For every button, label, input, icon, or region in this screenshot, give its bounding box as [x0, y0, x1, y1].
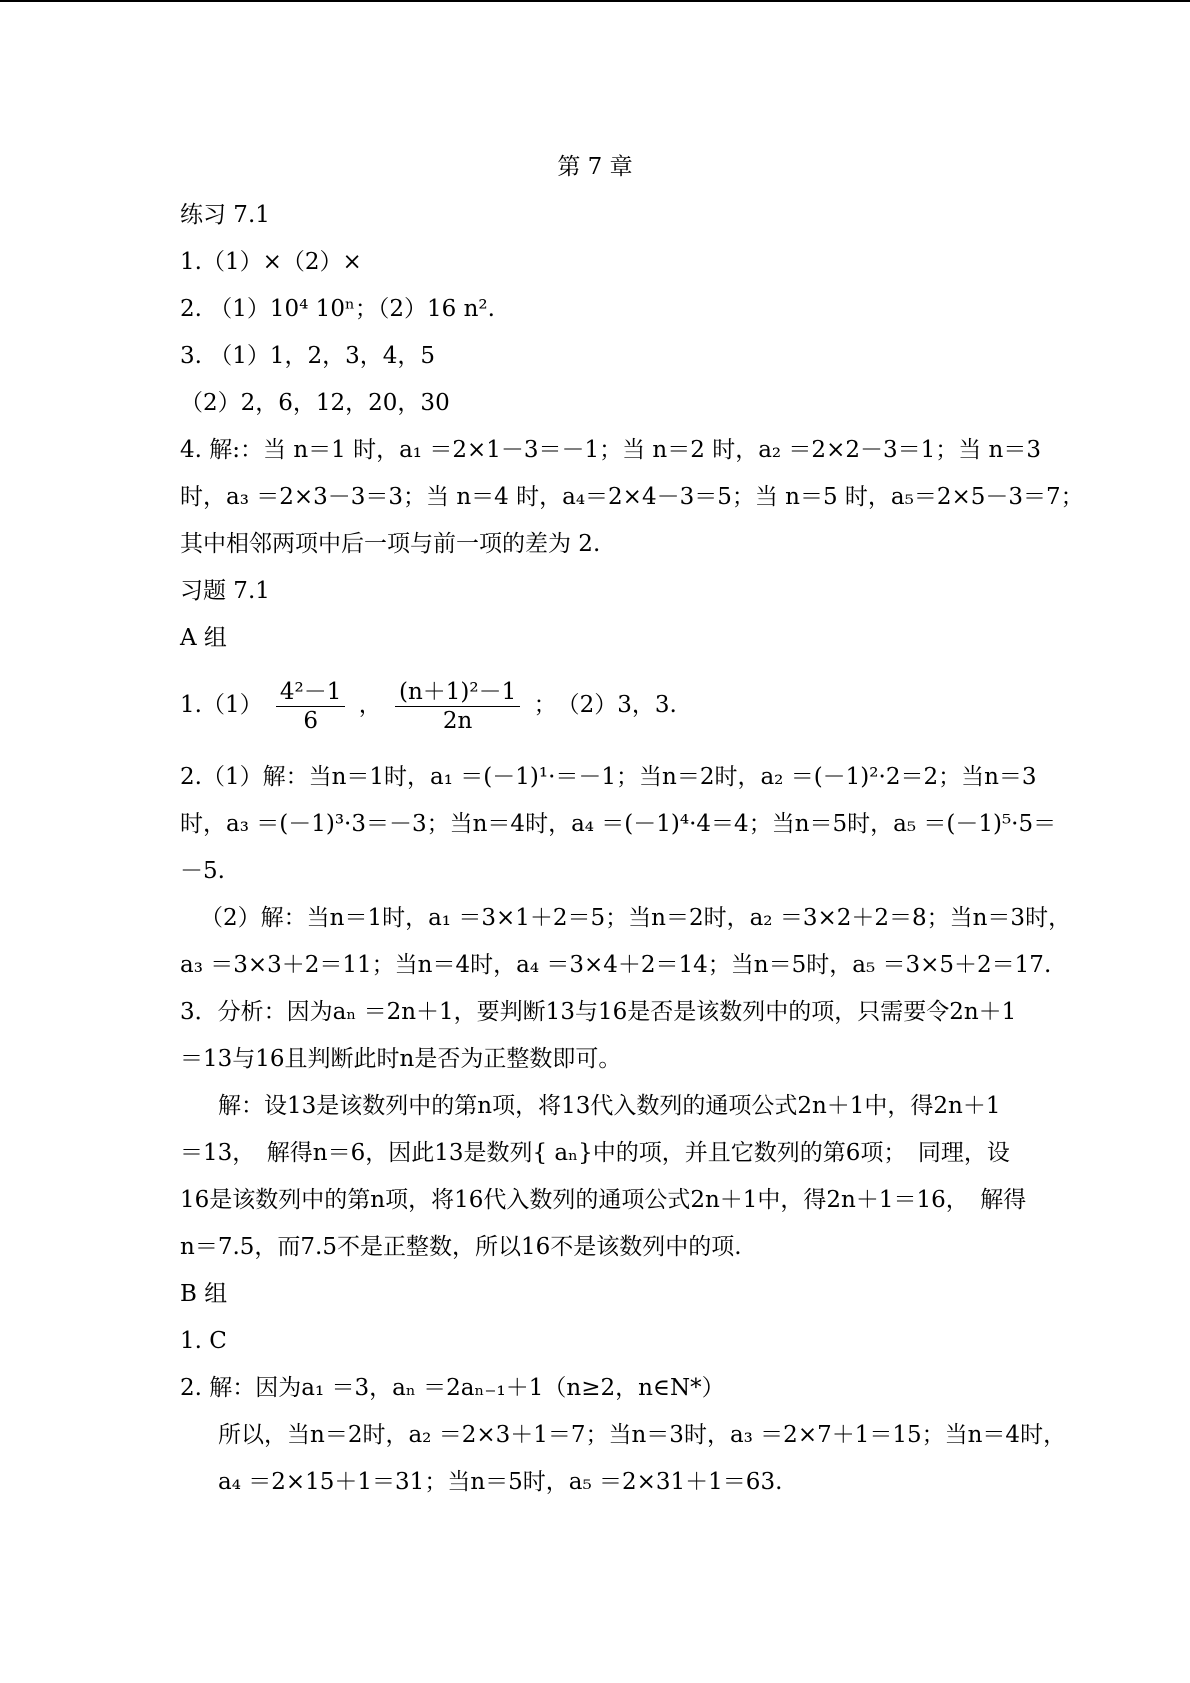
group-b-problem-2a: 2. 解：因为a₁ ＝3，aₙ ＝2aₙ₋₁＋1（n≥2，n∈N*） — [180, 1375, 725, 1401]
exercise-line-2: 2. （1）10⁴ 10ⁿ；（2）16 n². — [180, 296, 495, 322]
exercise-line-3b: （2）2，6，12，20，30 — [180, 390, 450, 416]
group-a-problem-2c: －5. — [180, 858, 225, 884]
group-a-problem-1 — [180, 675, 677, 735]
top-border-line — [0, 0, 1190, 2]
group-b-problem-1: 1. C — [180, 1328, 227, 1354]
exercise-line-4c: 其中相邻两项中后一项与前一项的差为 2. — [180, 531, 601, 557]
group-a-heading: A 组 — [180, 625, 227, 651]
fraction-2 — [395, 678, 520, 735]
group-b-heading: B 组 — [180, 1281, 228, 1307]
group-a-problem-2e: a₃ ＝3×3＋2＝11；当n＝4时，a₄ ＝3×4＋2＝14；当n＝5时，a₅ ＝3×5＋2＝17. — [180, 952, 1052, 978]
group-a-problem-3d: ＝13， 解得n＝6，因此13是数列{ aₙ}中的项，并且它数列的第6项； 同理，设 — [180, 1140, 1010, 1166]
fraction-separator: ， — [358, 692, 382, 718]
problem-1-prefix: 1.（1） — [180, 692, 263, 718]
problems-heading: 习题 7.1 — [180, 578, 270, 604]
fraction-2-denominator: 2n — [442, 707, 473, 734]
group-a-problem-2d: （2）解：当n＝1时，a₁ ＝3×1＋2＝5；当n＝2时，a₂ ＝3×2＋2＝8；当n＝3时， — [200, 905, 1072, 931]
group-a-problem-2b: 时，a₃ ＝(－1)³·3＝－3；当n＝4时，a₄ ＝(－1)⁴·4＝4；当n＝5时，a₅ ＝(－1)⁵·5＝ — [180, 811, 1057, 837]
group-b-problem-2c: a₄ ＝2×15＋1＝31；当n＝5时，a₅ ＝2×31＋1＝63. — [218, 1469, 783, 1495]
exercise-line-3a: 3. （1）1，2，3，4，5 — [180, 343, 436, 369]
fraction-2-numerator: (n＋1)²－1 — [395, 678, 520, 707]
fraction-1-numerator: 4²－1 — [276, 678, 346, 707]
group-a-problem-2a: 2.（1）解：当n＝1时，a₁ ＝(－1)¹·＝－1；当n＝2时，a₂ ＝(－1)²·2＝2；当n＝3 — [180, 764, 1037, 790]
exercise-line-4b: 时，a₃ ＝2×3－3＝3；当 n＝4 时，a₄＝2×4－3＝5；当 n＝5 时，a₅＝2×5－3＝7； — [180, 484, 1084, 510]
group-a-problem-3f: n＝7.5，而7.5不是正整数，所以16不是该数列中的项. — [180, 1234, 742, 1260]
exercise-line-1: 1.（1）×（2）× — [180, 249, 362, 275]
group-a-problem-3a: 3．分析：因为aₙ ＝2n＋1，要判断13与16是否是该数列中的项，只需要令2n＋1 — [180, 999, 1017, 1025]
group-b-problem-2b: 所以，当n＝2时，a₂ ＝2×3＋1＝7；当n＝3时，a₃ ＝2×7＋1＝15；当n＝4时， — [218, 1422, 1067, 1448]
problem-1-suffix: ； （2）3，3. — [533, 692, 677, 718]
exercise-line-4a: 4. 解:：当 n＝1 时，a₁ ＝2×1－3＝－1；当 n＝2 时，a₂ ＝2×2－3＝1；当 n＝3 — [180, 437, 1041, 463]
group-a-problem-3c: 解：设13是该数列中的第n项，将13代入数列的通项公式2n＋1中，得2n＋1 — [218, 1093, 1001, 1119]
chapter-title: 第 7 章 — [557, 154, 633, 180]
fraction-1-denominator: 6 — [303, 707, 318, 734]
group-a-problem-3b: ＝13与16且判断此时n是否为正整数即可。 — [180, 1046, 622, 1072]
exercise-heading: 练习 7.1 — [180, 202, 270, 228]
fraction-1 — [276, 678, 346, 735]
group-a-problem-3e: 16是该数列中的第n项，将16代入数列的通项公式2n＋1中，得2n＋1＝16， 解得 — [180, 1187, 1027, 1213]
